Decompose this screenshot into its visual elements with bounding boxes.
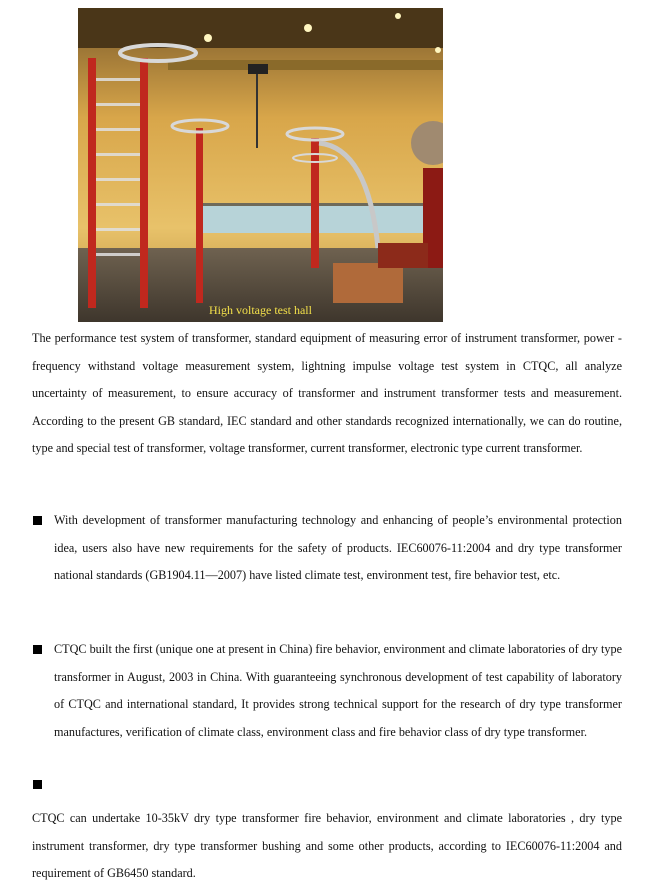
bullet-square-icon xyxy=(33,645,42,654)
bullet-paragraph-1: With development of transformer manufacturing technology and enhancing of people’s environmental protection idea, users also have new requirements for the safety of products. IEC60076-11:2004 and dry type transformer national standards (GB1904.11—2007) have listed climate test, environment test, fire behavior test, etc. xyxy=(54,513,622,582)
photo-caption: High voltage test hall xyxy=(209,303,312,317)
photo-illustration xyxy=(78,8,443,322)
closing-paragraph: CTQC can undertake 10-35kV dry type transformer fire behavior, environment and climate laboratories , dry type instrument transformer, dry type transformer bushing and some other products, according to IEC60076-11:2004 and requirement of GB6450 standard. xyxy=(32,811,622,880)
intro-paragraph: The performance test system of transformer, standard equipment of measuring error of instrument transformer, power -frequency withstand voltage measurement system, lightning impulse voltage test system in CTQC, all analyze uncertainty of measurement, to ensure accuracy of transformer and instrument transformer tests and measurement. According to the present GB standard, IEC standard and other standards recognized internationally, we can do routine, type and special test of transformer, voltage transformer, current transformer, electronic type current transformer. xyxy=(32,331,622,455)
bullet-square-icon xyxy=(33,516,42,525)
bullet-square-icon xyxy=(33,780,42,789)
bullet-paragraph-2: CTQC built the first (unique one at present in China) fire behavior, environment and climate laboratories of dry type transformer in August, 2003 in China. With guaranteeing synchronous development of test capability of laboratory of CTQC and international standard, It provides strong technical support for the research of dry type transformer manufactures, verification of climate class, environment class and fire behavior class of dry type transformer. xyxy=(54,642,622,739)
high-voltage-hall-photo xyxy=(78,8,443,322)
